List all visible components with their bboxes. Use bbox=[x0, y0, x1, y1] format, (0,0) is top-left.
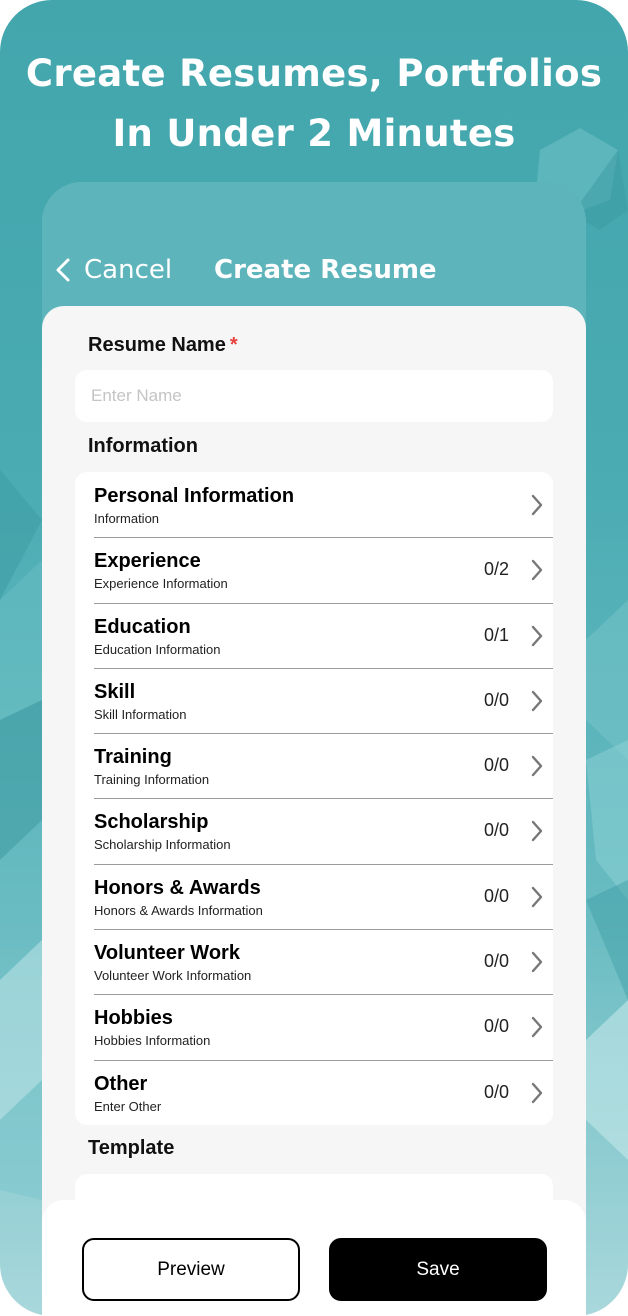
section-row[interactable] bbox=[75, 994, 553, 1059]
resume-name-label bbox=[88, 334, 238, 357]
section-title: Education bbox=[94, 615, 191, 638]
section-title: Training bbox=[94, 746, 172, 769]
section-row[interactable] bbox=[75, 798, 553, 863]
resume-name-label-text: Resume Name bbox=[88, 334, 226, 356]
section-count: 0/0 bbox=[483, 951, 509, 972]
chevron-right-icon bbox=[530, 493, 544, 517]
chevron-right-icon bbox=[530, 1015, 544, 1039]
promo-headline-line1: Create Resumes, Portfolios bbox=[25, 52, 603, 95]
save-button[interactable]: Save bbox=[329, 1238, 547, 1301]
section-subtitle: Training Information bbox=[94, 772, 210, 788]
section-subtitle: Skill Information bbox=[94, 706, 187, 722]
template-section-label: Template bbox=[88, 1137, 175, 1159]
chevron-right-icon bbox=[530, 624, 544, 648]
section-subtitle: Education Information bbox=[94, 641, 221, 657]
section-subtitle: Experience Information bbox=[94, 576, 228, 592]
chevron-right-icon bbox=[530, 950, 544, 974]
section-subtitle: Scholarship Information bbox=[94, 837, 231, 853]
section-count: 0/0 bbox=[483, 689, 509, 710]
chevron-right-icon bbox=[530, 885, 544, 909]
resume-name-input[interactable] bbox=[75, 370, 553, 422]
section-title: Honors & Awards bbox=[94, 876, 261, 899]
section-row[interactable] bbox=[75, 929, 553, 994]
chevron-right-icon bbox=[530, 558, 544, 582]
chevron-right-icon bbox=[530, 819, 544, 843]
cancel-label: Cancel bbox=[84, 255, 173, 285]
phone-screen bbox=[42, 182, 586, 1316]
information-sections-list bbox=[75, 472, 553, 1125]
section-row[interactable] bbox=[75, 603, 553, 668]
section-subtitle: Hobbies Information bbox=[94, 1033, 211, 1049]
preview-button[interactable]: Preview bbox=[82, 1238, 300, 1301]
section-count: 0/2 bbox=[483, 559, 509, 580]
section-title: Other bbox=[94, 1072, 148, 1095]
page-title: Create Resume bbox=[214, 255, 437, 285]
chevron-right-icon bbox=[530, 754, 544, 778]
form-sheet bbox=[42, 306, 586, 1316]
section-subtitle: Volunteer Work Information bbox=[94, 968, 252, 984]
promo-headline bbox=[0, 44, 628, 164]
section-count: 0/0 bbox=[483, 1016, 509, 1037]
section-count: 0/0 bbox=[483, 755, 509, 776]
promo-headline-line2: In Under 2 Minutes bbox=[112, 112, 516, 155]
section-title: Experience bbox=[94, 550, 201, 573]
section-count: 0/1 bbox=[483, 624, 509, 645]
navigation-bar bbox=[42, 182, 586, 306]
bottom-action-bar bbox=[42, 1200, 586, 1316]
section-row[interactable] bbox=[75, 668, 553, 733]
section-subtitle: Honors & Awards Information bbox=[94, 902, 263, 918]
section-count: 0/0 bbox=[483, 820, 509, 841]
section-subtitle: Information bbox=[94, 511, 160, 526]
cancel-button[interactable] bbox=[54, 252, 172, 288]
section-row[interactable] bbox=[75, 537, 553, 602]
section-title: Personal Information bbox=[94, 485, 295, 507]
required-marker: * bbox=[229, 334, 238, 356]
section-title: Skill bbox=[94, 680, 136, 703]
section-title: Hobbies bbox=[94, 1007, 173, 1030]
section-title: Scholarship bbox=[94, 811, 209, 834]
section-title: Volunteer Work bbox=[94, 942, 240, 965]
section-row[interactable] bbox=[75, 1060, 553, 1125]
chevron-left-icon bbox=[54, 257, 72, 283]
chevron-right-icon bbox=[530, 689, 544, 713]
section-subtitle: Enter Other bbox=[94, 1098, 162, 1114]
section-count: 0/0 bbox=[483, 1081, 509, 1102]
section-row[interactable] bbox=[75, 864, 553, 929]
chevron-right-icon bbox=[530, 1081, 544, 1105]
information-section-label: Information bbox=[88, 435, 198, 457]
section-count: 0/0 bbox=[483, 885, 509, 906]
section-row[interactable] bbox=[75, 472, 553, 537]
section-row[interactable] bbox=[75, 733, 553, 798]
